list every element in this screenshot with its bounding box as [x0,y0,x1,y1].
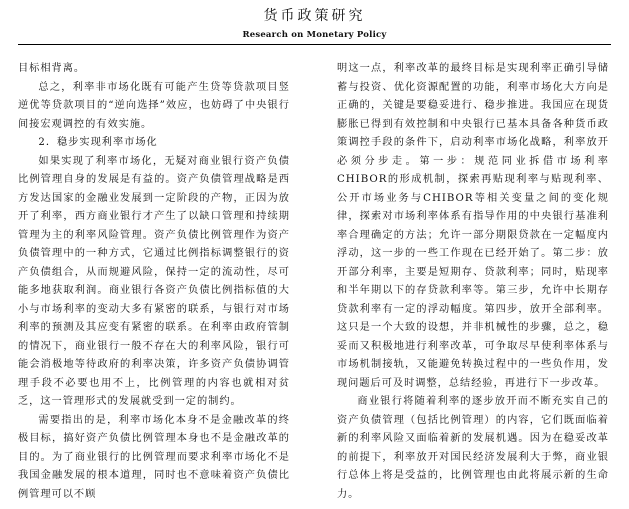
header-rule [18,44,611,45]
running-header [0,0,629,52]
left-paragraph-4: 需要指出的是，利率市场化本身不是金融改革的终极目标，搞好资产负债比例管理本身也不是金融改革的目的。为了商业银行的比例管理而要求利率市场化不是我国金融发展的根本道理，同时也不意味着资产负债比例管理可以不顾 [18,414,290,500]
right-column [337,60,609,509]
right-paragraph-2: 商业银行将随着利率的逐步放开而不断充实自己的资产负债管理（包括比例管理）的内容，它们既面临着新的利率风险又面临着新的发展机遇。因为在稳妥改革的前提下，利率放开对国民经济发展利大于弊，商业银行总体上将是受益的，比例管理也由此将展示新的生命力。 [337,396,609,500]
left-paragraph-2: 总之，利率非市场化既有可能产生贷等贷款项目竖逆优等贷款项目的“逆向选择”效应，也妨碍了中央银行间接宏观调控的有效实施。 [18,81,290,130]
left-paragraph-1: 目标相背离。 [18,63,86,74]
journal-title: 货币政策研究 [263,8,366,24]
section-heading: 2．稳步实现利率市场化 [38,137,158,148]
left-paragraph-3: 如果实现了利率市场化，无疑对商业银行资产负债比例管理自身的发展是有益的。资产负债管理战略是西方发达国家的金融业发展到一定阶段的产物，正因为放开了利率，西方商业银行才产生了以缺口管理和持续期管理为主的利率风险管理。资产负债比例管理作为资产负债管理中的一种方式，它通过比例指标调整银行的资产负债组合，从而规避风险，保持一定的流动性，尽可能多地获取利润。商业银行各资产负债比例指标值的大小与市场利率的变动大多有紧密的联系，与银行对市场利率的预测及其应变有紧密的联系。在利率由政府管制的情况下，商业银行一般不存在大的利率风险，银行可能会消极地等待政府的利率决策，许多资产负债协调管理手段不必要也用不上，比例管理的内容也就相对贫乏，这一管理形式的发展就受到一定的制约。 [18,155,290,407]
left-column [18,60,290,509]
journal-title-en: Research on Monetary Policy [242,30,387,40]
right-paragraph-1: 明这一点，利率改革的最终目标是实现利率正确引导储蓄与投资、优化资源配置的功能，利率市场化大方向是正确的，关键是要稳妥进行、稳步推进。我国应在现货膨胀已得到有效控制和中央银行已基本具备各种货币政策调控手段的条件下，启动利率市场化战略，利率放开必须分步走。第一步：规范同业拆借市场利率CHIBOR的形成机制，探索再贴现利率与贴现利率、公开市场业务与CHIBOR等相关变量之间的变化规律，探索对市场利率体系有指导作用的中央银行基准利率合理确定的方法；允许一部分期限贷款在一定幅度内浮动，这一步的一些工作现在已经开始了。第二步：放开部分利率，主要是短期存、贷款利率；同时，贴现率和半年期以下的存贷款利率等。第三步，允许中长期存贷款利率有一定的浮动幅度。第四步，放开全部利率。这只是一个大致的设想，并非机械性的步骤，总之，稳妥而又积极地进行利率改革，可争取尽早使利率体系与市场机制接轨，又能避免转换过程中的一些负作用，发现问题后可及时调整，总结经验，再进行下一步改革。 [337,63,609,389]
